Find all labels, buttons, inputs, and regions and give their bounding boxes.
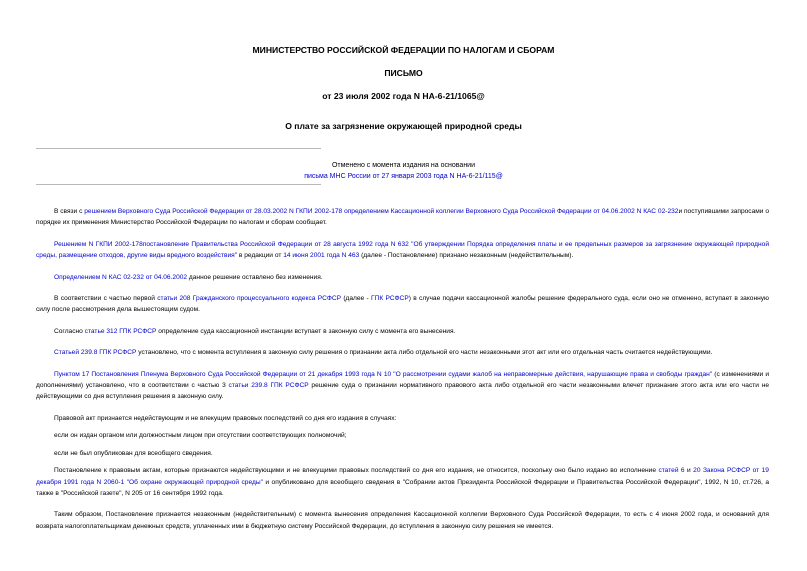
paragraph-1: В связи с решением Верховного Суда Российской Федерации от 28.03.2002 N ГКПИ 2002-178 определением Кассационной коллегии Верховного Суда Российской Федерации от 04.06.2002 N КАС 02-232и поступившими запросами о порядке их применения Министерство Российской Федерации по налогам и сборам сообщает. — [36, 208, 769, 227]
articles-6-link[interactable]: статей 6 — [658, 467, 685, 475]
cancellation-notice — [0, 160, 807, 182]
paragraph-5: Согласно статье 312 ГПК РСФСР определение суда кассационной инстанции вступает в законную силу с момента его вынесения. — [54, 327, 456, 335]
document-type: ПИСЬМО — [384, 68, 423, 78]
paragraph-11: Постановление к правовым актам, которые признаются недействующими и не влекущими правовых последствий со дня его издания, не относится, поскольку оно было издано во исполнение статей 6 и 20 Закона РСФСР от 19 декабря 1991 года N 2060-1 "Об охране окружающей природной среды" и опубликовано для всеобщего сведения в "Собрании актов Президента Российской Федерации и Правительства Российской Федерации", 1992, N 10, ст.726, а также в "Российской газете", N 205 от 16 сентября 1992 года. — [36, 467, 769, 497]
government-resolution-link[interactable]: постановление Правительства Российской Федерации от 28 августа 1992 года N 632 "Об утверждении Порядка определения платы и ее предельных размеров за загрязнение окружающей природной среды, размещение отходов, другие виды вредного воздействия" — [36, 240, 770, 260]
bottom-divider — [36, 184, 321, 185]
paragraph-4: В соответствии с частью первой статьи 208 Гражданского процессуального кодекса РСФСР (далее - ГПК РСФСР) в случае подачи кассационной жалобы решение федерального суда, если оно не отменено, вступает в законную силу после рассмотрения дела вышестоящим судом. — [36, 295, 769, 314]
paragraph-10: если не был опубликован для всеобщего сведения. — [54, 449, 213, 457]
article-239-8-link[interactable]: Статьей 239.8 ГПК РСФСР — [54, 349, 137, 357]
article-239-8-part3-link[interactable]: статьи 239.8 ГПК РСФСР — [228, 382, 309, 390]
revision-link[interactable]: 14 июня 2001 года N 463 — [283, 252, 360, 260]
decision-gkpi-link[interactable]: Решением N ГКПИ 2002-178 — [54, 240, 143, 248]
document-date-number: от 23 июля 2002 года N НА-6-21/1065@ — [322, 91, 485, 101]
court-decision-link[interactable]: решением Верховного Суда Российской Федерации от 28.03.2002 N ГКПИ 2002-178 — [84, 208, 343, 215]
plenum-resolution-link[interactable]: Пунктом 17 Постановления Пленума Верховного Суда Российской Федерации от 21 декабря 1993 года N 10 "О рассмотрении судами жалоб на неправомерные действия, нарушающие права и свободы граждан" — [54, 370, 713, 378]
paragraph-3: Определением N КАС 02-232 от 04.06.2002 данное решение оставлено без изменения. — [54, 273, 323, 281]
paragraph-8: Правовой акт признается недействующим и не влекущим правовых последствий со дня его издания в случаях: — [54, 414, 397, 422]
gpk-rsfsr-link[interactable]: ГПК РСФСР — [371, 295, 409, 303]
paragraph-9: если он издан органом или должностным лицом при отсутствии соответствующих полномочий; — [54, 432, 347, 440]
notice-text: Отменено с момента издания на основании — [331, 162, 476, 169]
ruling-kas-link[interactable]: Определением N КАС 02-232 от 04.06.2002 — [54, 273, 188, 281]
paragraph-2: Решением N ГКПИ 2002-178постановление Правительства Российской Федерации от 28 августа 1992 года N 632 "Об утверждении Порядка определения платы и ее предельных размеров за загрязнение окружающей природной среды, размещение отходов, другие виды вредного воздействия" в редакции от 14 июня 2001 года N 463 (далее - Постановление) признано незаконным (недействительным). — [36, 240, 770, 260]
document-subject: О плате за загрязнение окружающей природной среды — [285, 121, 522, 131]
paragraph-7: Пунктом 17 Постановления Пленума Верховного Суда Российской Федерации от 21 декабря 1993 года N 10 "О рассмотрении судами жалоб на неправомерные действия, нарушающие права и свободы граждан" (с изменениями и дополнениями) установлено, что в соответствии с частью 3 статьи 239.8 ГПК РСФСР решение суда о признании нормативного правового акта либо отдельной его части незаконными влечет признание этого акта или его части не действующими со дня вступления решения в законную силу. — [36, 370, 770, 401]
article-312-link[interactable]: статье 312 ГПК РСФСР — [84, 327, 157, 335]
top-divider — [36, 148, 321, 149]
cassation-ruling-link[interactable]: определением Кассационной коллегии Верховного Суда Российской Федерации от 04.06.2002 N КАС 02-232 — [344, 208, 679, 215]
cancellation-link[interactable]: письма МНС России от 27 января 2003 года N НА-6-21/115@ — [304, 173, 503, 180]
paragraph-12: Таким образом, Постановление признается незаконным (недействительным) с момента вынесения определения Кассационной коллегии Верховного Суда Российской Федерации, то есть с 4 июня 2002 года, и оснований для возврата налогоплательщикам денежных средств, уплаченных ими в бюджетную систему Российской Федерации, до вступления в законную силу решения не имеется. — [36, 511, 769, 530]
paragraph-6: Статьей 239.8 ГПК РСФСР установлено, что с момента вступления в законную силу решения о признании акта либо отдельной его части незаконными этот акт или его отдельная часть считается недействующими. — [54, 349, 713, 357]
environment-law-link[interactable]: 20 Закона РСФСР от 19 декабря 1991 года N 2060-1 "Об охране окружающей природной среды" — [36, 467, 769, 486]
ministry-heading: МИНИСТЕРСТВО РОССИЙСКОЙ ФЕДЕРАЦИИ ПО НАЛОГАМ И СБОРАМ — [252, 45, 555, 55]
document-body — [36, 206, 769, 542]
article-208-link[interactable]: статьи 208 Гражданского процессуального кодекса РСФСР — [157, 295, 342, 303]
